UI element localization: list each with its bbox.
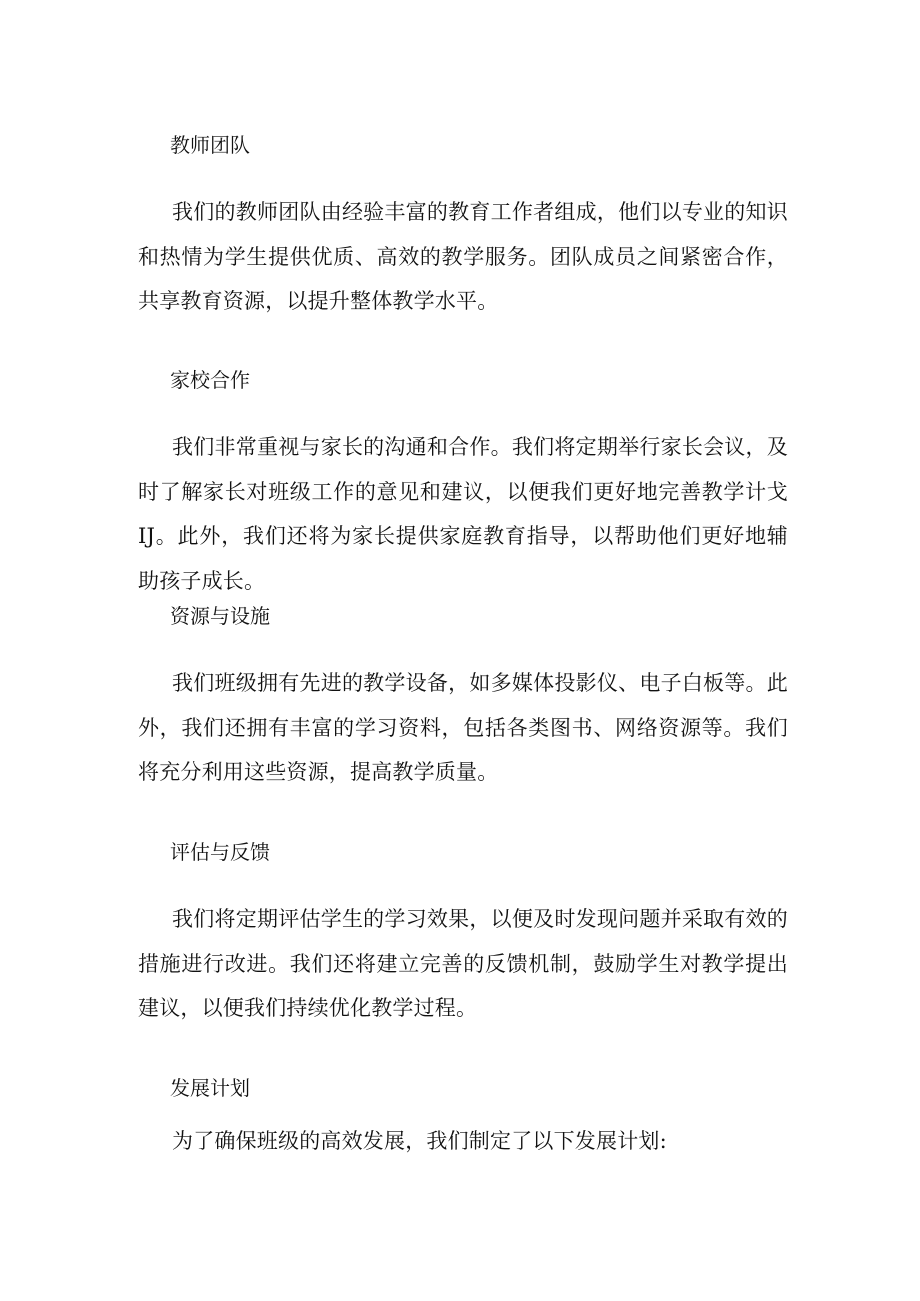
section-body-home-school: 我们非常重视与家长的沟通和合作。我们将定期举行家长会议，及时了解家长对班级工作的意见和建议，以便我们更好地完善教学计戈IJ。此外，我们还将为家长提供家庭教育指导，以帮助他们更好地辅助孩子成长。	[138, 435, 788, 593]
section-body-evaluation: 我们将定期评估学生的学习效果，以便及时发现问题并采取有效的措施进行改进。我们还将建立完善的反馈机制，鼓励学生对教学提出建议，以便我们持续优化教学过程。	[138, 907, 788, 1020]
section-heading-teachers: 教师团队	[170, 133, 250, 157]
section-body-resources: 我们班级拥有先进的教学设备，如多媒体投影仪、电子白板等。此外，我们还拥有丰富的学习资料，包括各类图书、网络资源等。我们将充分利用这些资源，提高教学质量。	[138, 671, 788, 784]
section-heading-development: 发展计划	[170, 1076, 250, 1100]
section-heading-evaluation: 评估与反馈	[170, 840, 270, 864]
section-body-development: 为了确保班级的高效发展，我们制定了以下发展计划:	[172, 1129, 667, 1153]
section-heading-resources: 资源与设施	[170, 604, 270, 628]
section-heading-home-school: 家校合作	[170, 368, 250, 392]
section-body-teachers: 我们的教师团队由经验丰富的教育工作者组成，他们以专业的知识和热情为学生提供优质、高效的教学服务。团队成员之间紧密合作，共享教育资源，以提升整体教学水平。	[138, 200, 788, 313]
